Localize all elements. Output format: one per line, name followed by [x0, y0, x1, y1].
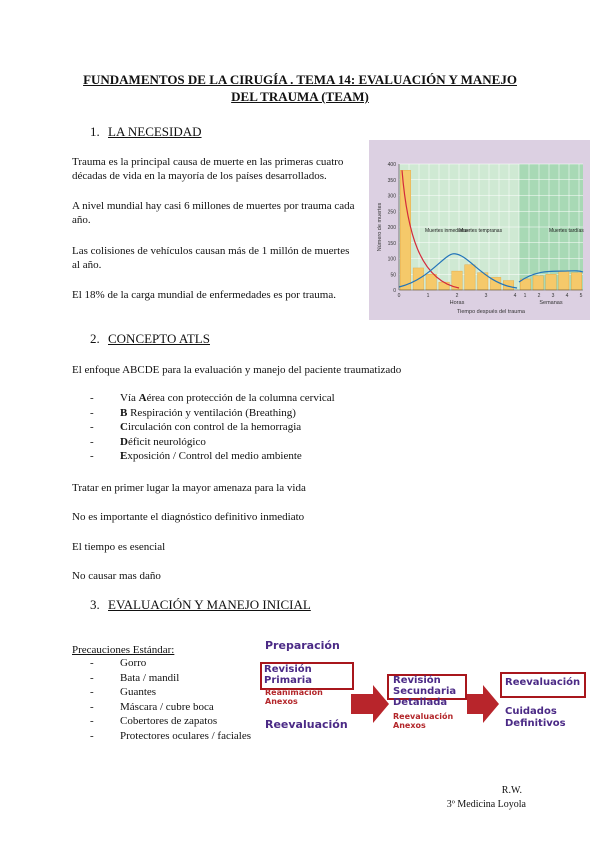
abcde-item: - Circulación con control de la hemorragia [90, 420, 390, 435]
chart-bar [559, 271, 569, 290]
atls-flow-diagram [255, 636, 595, 746]
chart-bar [546, 274, 556, 290]
x-tick-label: 1 [426, 293, 430, 299]
chart-bar [400, 170, 410, 290]
section-2-intro: El enfoque ABCDE para la evaluación y manejo del paciente traumatizado [72, 364, 402, 376]
section-1-heading: 1. LA NECESIDAD [90, 124, 202, 139]
y-tick-label: 100 [387, 256, 396, 263]
x-tick-label: 1 [523, 293, 527, 299]
footer-course: 3º Medicina Loyola [446, 799, 526, 810]
chart-svg [369, 140, 590, 320]
precautions-title: Precauciones Estándar: [72, 644, 175, 656]
precaution-item: - Máscara / cubre boca [90, 700, 290, 715]
preparacion-label: Preparación [265, 639, 340, 652]
section-1-paragraph-1: Trauma es la principal causa de muerte en las primeras cuatro décadas de vida en la mayoría de los países desarrollados. [72, 156, 344, 182]
abcde-list [90, 391, 390, 464]
section-1-paragraph-3: Las colisiones de vehículos causan más de 1 millón de muertes al año. [72, 245, 350, 271]
section-label-hours: Horas [449, 300, 465, 306]
y-tick-label: 300 [387, 193, 396, 200]
section-3-heading: 3. EVALUACIÓN Y MANEJO INICIAL [90, 597, 311, 612]
document-title [60, 71, 540, 105]
abcde-item: - Exposición / Control del medio ambiente [90, 449, 390, 464]
section-1-paragraph-4: El 18% de la carga mundial de enfermedades es por trauma. [72, 289, 336, 301]
secundaria-text: Revisión Secundaria Detallada [393, 675, 457, 708]
abcde-item: - Déficit neurológico [90, 435, 390, 450]
y-axis-label: Número de muertes [377, 202, 383, 252]
statement-4: No causar mas daño [72, 570, 161, 582]
chart-bar [426, 274, 436, 290]
title-line-1: FUNDAMENTOS DE LA CIRUGÍA . TEMA 14: EVALUACIÓN Y MANEJO [83, 72, 517, 87]
x-tick-label: 0 [397, 293, 401, 299]
x-tick-label: 4 [565, 293, 569, 299]
y-tick-label: 0 [393, 288, 396, 294]
flow-arrow-2 [467, 685, 499, 723]
x-tick-label: 2 [455, 293, 459, 299]
flow-arrow-1 [351, 685, 389, 723]
reanimacion-text: Reanimación Anexos [265, 688, 323, 706]
x-tick-label: 5 [579, 293, 583, 299]
statement-1: Tratar en primer lugar la mayor amenaza para la vida [72, 482, 306, 494]
secundaria-sub-text: Reevaluación Anexos [393, 712, 454, 730]
section-1-paragraph-2: A nivel mundial hay casi 6 millones de muertes por trauma cada año. [72, 200, 355, 226]
annotation-early: Muertes tempranas [459, 228, 503, 234]
y-tick-label: 50 [390, 272, 396, 279]
cuidados-text: Cuidados Definitivos [505, 706, 566, 729]
y-tick-label: 150 [387, 240, 396, 247]
x-tick-label: 3 [551, 293, 555, 299]
title-line-2: DEL TRAUMA (TEAM) [231, 89, 369, 104]
precaution-item: - Guantes [90, 685, 290, 700]
precaution-item: - Cobertores de zapatos [90, 714, 290, 729]
statement-3: El tiempo es esencial [72, 541, 166, 553]
precaution-item: - Bata / mandil [90, 671, 290, 686]
x-tick-label: 2 [537, 293, 541, 299]
abcde-item: - B Respiración y ventilación (Breathing) [90, 406, 390, 421]
statement-2: No es importante el diagnóstico definitivo inmediato [72, 511, 305, 523]
chart-bar [439, 282, 449, 290]
reevaluacion-left-label: Reevaluación [265, 718, 348, 731]
y-tick-label: 250 [387, 209, 396, 216]
chart-bar [465, 265, 475, 290]
x-tick-label: 3 [484, 293, 488, 299]
precaution-item: - Protectores oculares / faciales [90, 729, 290, 744]
trauma-deaths-chart [369, 140, 590, 320]
footer-initials: R.W. [501, 785, 522, 796]
y-tick-label: 350 [387, 177, 396, 184]
abcde-item: - Vía Aérea con protección de la columna cervical [90, 391, 390, 406]
section-label-weeks: Semanas [539, 300, 563, 306]
reevaluacion-box-text: Reevaluación [505, 677, 581, 688]
chart-bar [533, 276, 543, 290]
y-tick-label: 400 [387, 162, 396, 168]
x-tick-label: 4 [513, 293, 517, 299]
x-axis-label: Tiempo después del trauma [457, 309, 525, 315]
section-2-heading: 2. CONCEPTO ATLS [90, 331, 210, 346]
precaution-item: - Gorro [90, 656, 290, 671]
y-tick-label: 200 [387, 225, 396, 231]
primaria-text: Revisión Primaria [264, 664, 312, 686]
chart-bar [571, 273, 581, 290]
annotation-late: Muertes tardías [549, 228, 584, 234]
annotation-immediate: Muertes inmediatas [425, 228, 469, 234]
